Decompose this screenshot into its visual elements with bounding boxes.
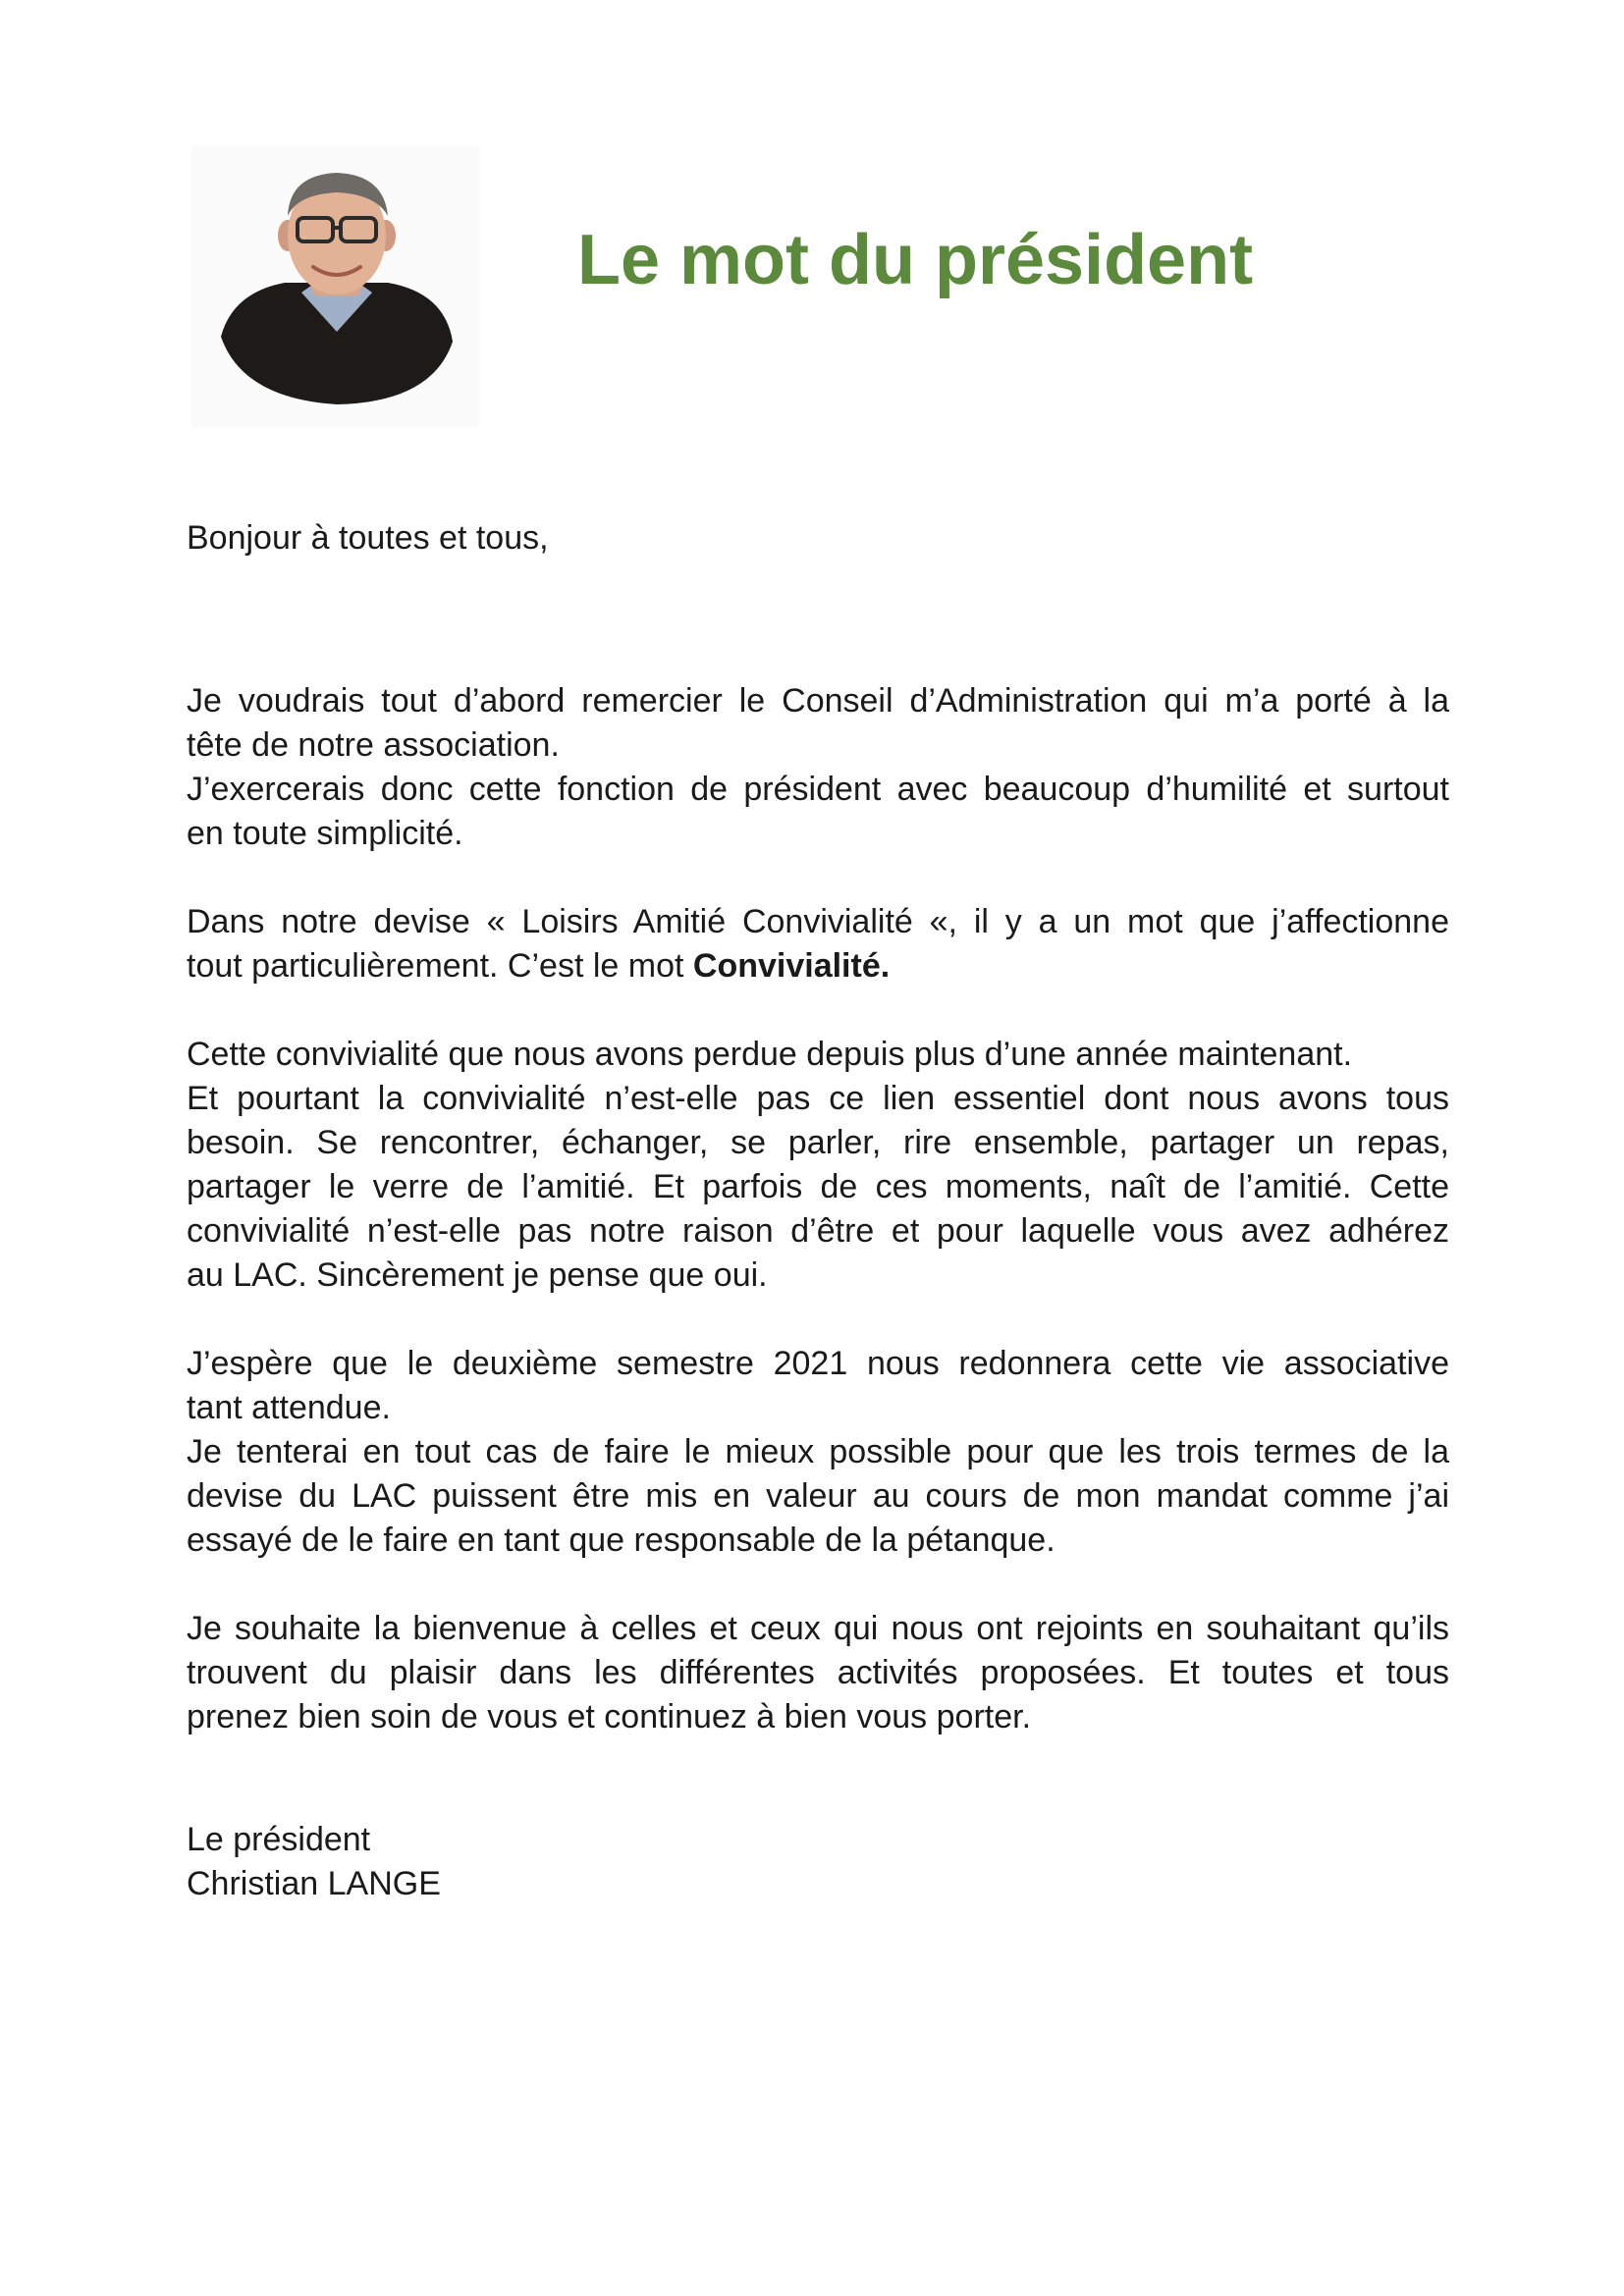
paragraph-text: tout particulièrement. C’est le mot (187, 947, 693, 985)
paragraph-line: Dans notre devise « Loisirs Amitié Convivialité «, il y a un mot que j’affectionne (187, 903, 1449, 940)
paragraph-line (187, 944, 1449, 988)
paragraph-line: Je voudrais tout d’abord remercier le Conseil d’Administration qui m’a porté à la (187, 682, 1449, 720)
greeting: Bonjour à toutes et tous, (187, 519, 549, 557)
page-title: Le mot du président (577, 221, 1254, 299)
paragraph-conviviality (187, 1033, 1449, 1298)
paragraph-line: J’espère que le deuxième semestre 2021 nous redonnera cette vie associative (187, 1345, 1449, 1382)
emphasized-word: Convivialité. (692, 947, 891, 985)
paragraph-line: devise du LAC puissent être mis en valeur au cours de mon mandat comme j’ai (187, 1477, 1449, 1515)
paragraph-line: essayé de le faire en tant que responsable de la pétanque. (187, 1522, 1056, 1559)
paragraph-line: Cette convivialité que nous avons perdue depuis plus d’une année maintenant. (187, 1036, 1353, 1073)
paragraph-line: Et pourtant la convivialité n’est-elle pas ce lien essentiel dont nous avons tous (187, 1080, 1449, 1117)
paragraph-line: tant attendue. (187, 1389, 391, 1426)
paragraph-thanks (187, 679, 1449, 856)
signature-name: Christian LANGE (187, 1865, 441, 1902)
paragraph-hope (187, 1342, 1449, 1563)
paragraph-line: en toute simplicité. (187, 815, 463, 852)
paragraph-line: besoin. Se rencontrer, échanger, se parler, rire ensemble, partager un repas, (187, 1124, 1449, 1161)
paragraph-motto (187, 900, 1449, 988)
paragraph-line: J’exercerais donc cette fonction de président avec beaucoup d’humilité et surtout (187, 771, 1449, 808)
paragraph-line: Je tenterai en tout cas de faire le mieux possible pour que les trois termes de la (187, 1433, 1449, 1470)
paragraph-welcome (187, 1607, 1449, 1739)
paragraph-line: au LAC. Sincèrement je pense que oui. (187, 1256, 768, 1294)
signature-role: Le président (187, 1821, 371, 1858)
signature-block (187, 1818, 1449, 1906)
president-photo (191, 145, 480, 428)
paragraph-line: trouvent du plaisir dans les différentes activités proposées. Et toutes et tous (187, 1654, 1449, 1691)
portrait-photo-icon (191, 145, 480, 428)
paragraph-line: Je souhaite la bienvenue à celles et ceux qui nous ont rejoints en souhaitant qu’ils (187, 1610, 1449, 1647)
paragraph-line: tête de notre association. (187, 726, 560, 764)
paragraph-line: prenez bien soin de vous et continuez à bien vous porter. (187, 1698, 1032, 1735)
paragraph-line: partager le verre de l’amitié. Et parfois de ces moments, naît de l’amitié. Cette (187, 1168, 1449, 1205)
paragraph-line: convivialité n’est-elle pas notre raison d’être et pour laquelle vous avez adhérez (187, 1212, 1449, 1250)
